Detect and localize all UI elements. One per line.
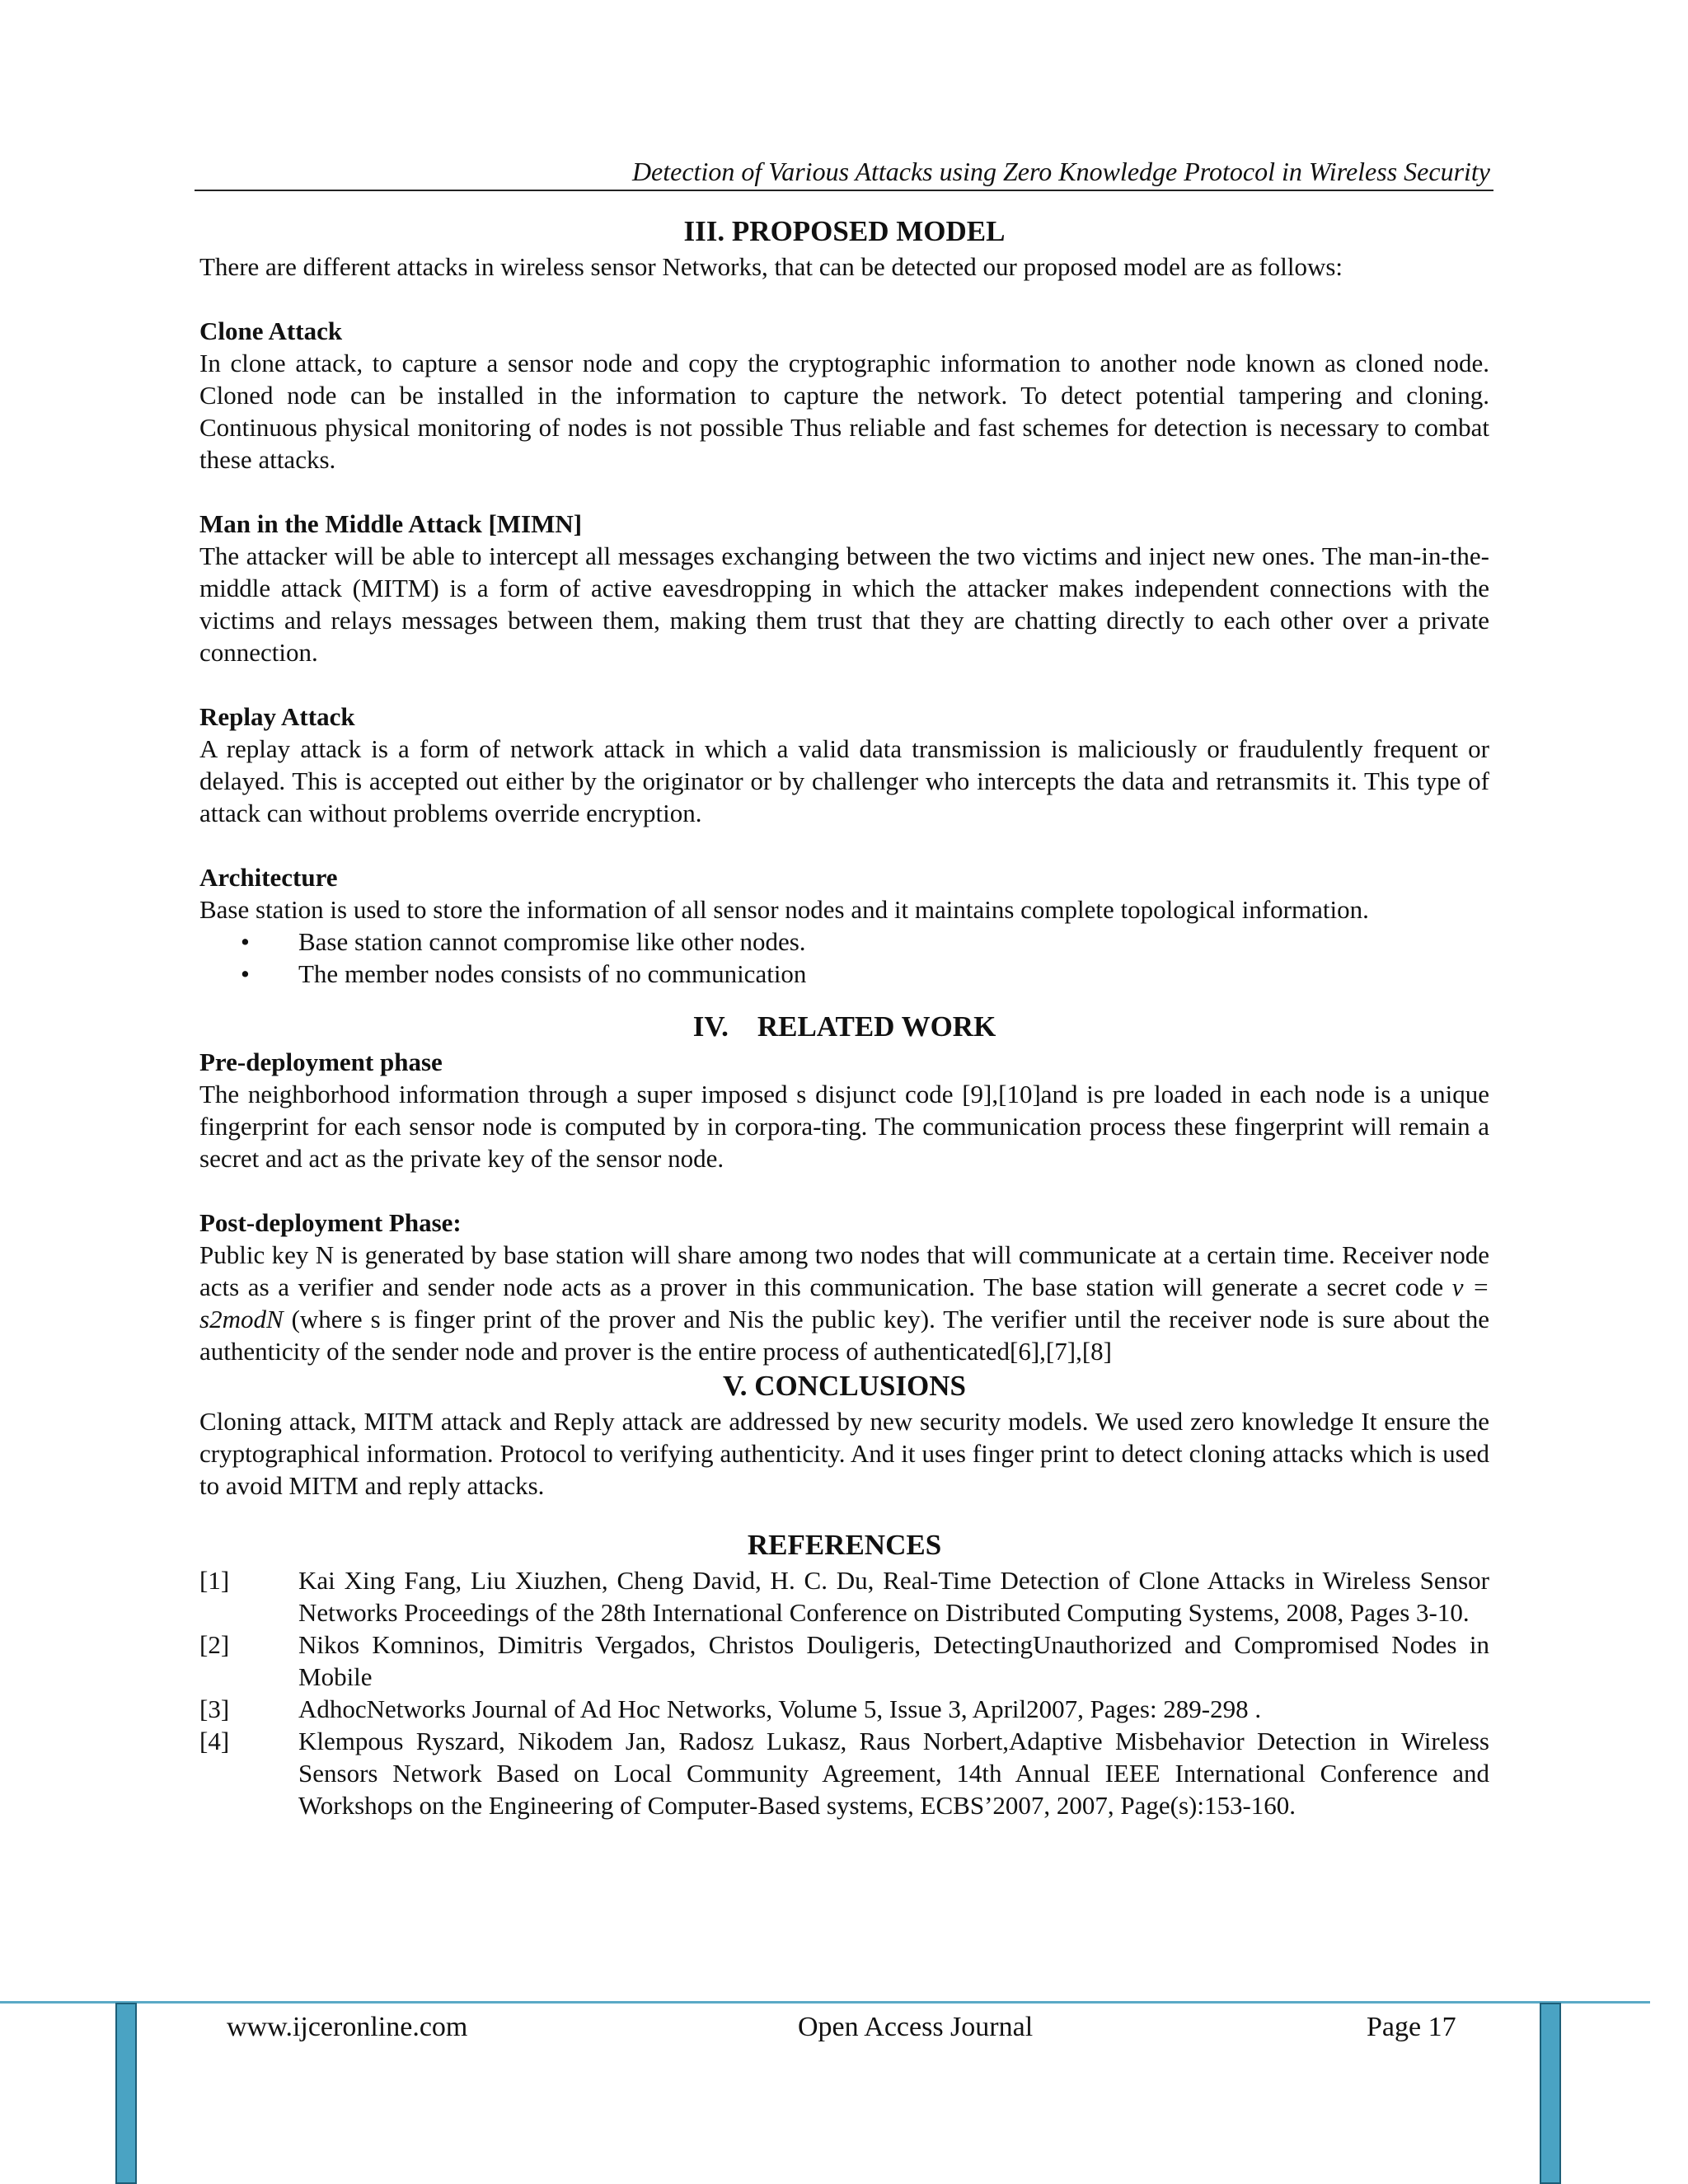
reference-item [199,1725,1489,1821]
paragraph-mitm: The attacker will be able to intercept all messages exchanging between the two victims and inject new ones. The man-in-the-middle attack (MITM) is a form of active eavesdropping in which the attacker makes independent connections with the victims and relays messages between them, making them trust that they are chatting directly to each other over a private connection. [199,541,1489,667]
paragraph-pre-deployment: The neighborhood information through a super imposed s disjunct code [9],[10]and is pre loaded in each node is a unique fingerprint for each sensor node is computed by in corpora-ting. The communication process these fingerprint will remain a secret and act as the private key of the sensor node. [199,1080,1489,1173]
reference-number: [4] [199,1727,230,1755]
reference-item [199,1629,1489,1693]
footer-rule [0,2001,1650,2004]
paragraph-clone-attack: In clone attack, to capture a sensor node and copy the cryptographic information to another node known as cloned node. Cloned node can be installed in the information to capture the network. To detect potential tampering and cloning. Continuous physical monitoring of nodes is not possible Thus reliable and fast schemes for detection is necessary to combat these attacks. [199,349,1489,474]
architecture-bullet-list [199,926,1489,990]
subsection-title-architecture: Architecture [199,863,338,892]
footer-decorative-bar-right [1540,2003,1561,2184]
list-item: • Base station cannot compromise like other nodes. [199,926,1489,958]
subsection-title-pre-deployment: Pre-deployment phase [199,1047,443,1076]
reference-text: Kai Xing Fang, Liu Xiuzhen, Cheng David, H. C. Du, Real-Time Detection of Clone Attacks in Wireless Sensor Networks Proceedings of the 28th International Conference on Distributed Computing Systems, 2008, Pages 3-10. [298,1566,1489,1627]
reference-text: Nikos Komninos, Dimitris Vergados, Christos Douligeris, DetectingUnauthorized and Compromised Nodes in Mobile [298,1630,1489,1691]
reference-item [199,1564,1489,1629]
reference-number: [2] [199,1630,230,1659]
footer-page-number: Page 17 [1367,2012,1456,2042]
reference-item [199,1693,1489,1725]
reference-text: Klempous Ryszard, Nikodem Jan, Radosz Lukasz, Raus Norbert,Adaptive Misbehavior Detection in Wireless Sensors Network Based on Local Community Agreement, 14th Annual IEEE International Conference and Workshops on the Engineering of Computer-Based systems, ECBS’2007, 2007, Page(s):153-160. [298,1727,1489,1820]
page-content [199,213,1489,1821]
section-title-conclusions: V. CONCLUSIONS [723,1370,966,1402]
subsection-title-mitm: Man in the Middle Attack [MIMN] [199,509,583,538]
paragraph-replay-attack: A replay attack is a form of network attack in which a valid data transmission is maliciously or fraudulently frequent or delayed. This is accepted out either by the originator or by challenger who intercepts the data and retransmits it. This type of attack can without problems override encryption. [199,734,1489,827]
secret-code-formula: v = s2modN [199,1272,1489,1333]
section-title-references: REFERENCES [747,1529,942,1561]
list-item: • The member nodes consists of no communication [199,958,1489,990]
section-title-proposed-model: III. PROPOSED MODEL [683,215,1006,247]
footer-decorative-bar-left [115,2003,137,2184]
section-intro: There are different attacks in wireless sensor Networks, that can be detected our proposed model are as follows: [199,252,1343,281]
subsection-title-replay-attack: Replay Attack [199,702,355,731]
reference-number: [3] [199,1694,230,1723]
paragraph-architecture: Base station is used to store the information of all sensor nodes and it maintains complete topological information. [199,895,1369,924]
subsection-title-clone-attack: Clone Attack [199,316,343,345]
subsection-title-post-deployment: Post-deployment Phase: [199,1208,462,1237]
post-text-before: Public key N is generated by base station will share among two nodes that will communicate at a certain time. Receiver node acts as a verifier and sender node acts as a prover in this communication. The base station will generate a secret code [199,1240,1489,1301]
reference-number: [1] [199,1566,230,1595]
paragraph-post-deployment [199,1239,1489,1367]
references-list [199,1564,1489,1821]
reference-text: AdhocNetworks Journal of Ad Hoc Networks, Volume 5, Issue 3, April2007, Pages: 289-298 . [298,1694,1262,1723]
header-rule [195,190,1493,191]
running-header: Detection of Various Attacks using Zero Knowledge Protocol in Wireless Security [631,157,1490,186]
footer-journal-label: Open Access Journal [798,2012,1034,2042]
section-title-related-work: IV. RELATED WORK [692,1010,996,1043]
paragraph-conclusions: Cloning attack, MITM attack and Reply attack are addressed by new security models. We used zero knowledge It ensure the cryptographical information. Protocol to verifying authenticity. And it uses finger print to detect cloning attacks which is used to avoid MITM and reply attacks. [199,1407,1489,1500]
post-text-after: (where s is finger print of the prover and Nis the public key). The verifier until the receiver node is sure about the authenticity of the sender node and prover is the entire process of authenticated[6],[7],[8] [199,1305,1489,1366]
footer-website: www.ijceronline.com [227,2012,468,2042]
